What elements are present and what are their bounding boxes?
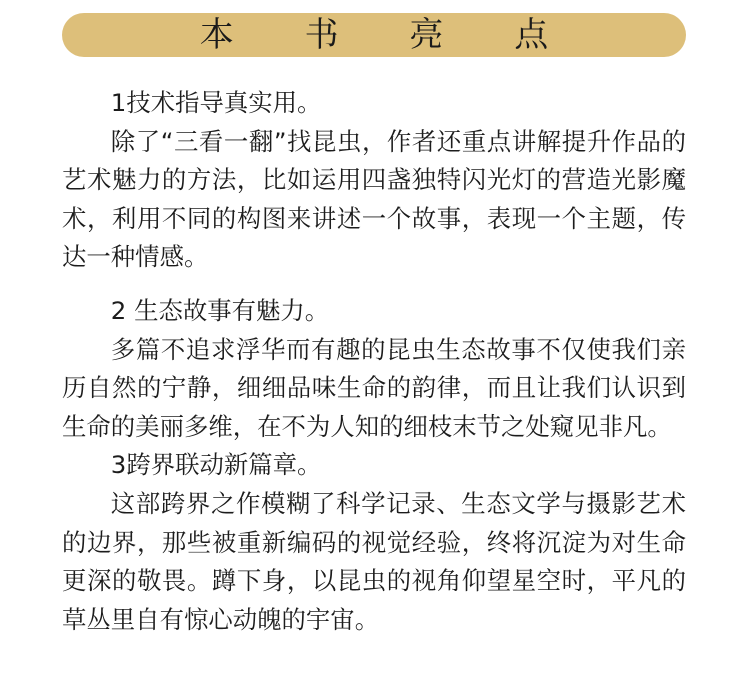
highlights-content (62, 84, 686, 639)
section-2-heading: 2 生态故事有魅力。 (110, 295, 330, 325)
page-title: 本 书 亮 点 (199, 15, 579, 55)
section-3-heading: 3跨界联动新篇章。 (110, 450, 322, 480)
title-banner (62, 13, 686, 57)
section-1-heading: 1技术指导真实用。 (110, 88, 322, 117)
section-2-body: 多篇不追求浮华而有趣的昆虫生态故事不仅使我们亲历自然的宁静，细细品味生命的韵律，而且让我们认识到生命的美丽多维，在不为人知的细枝末节之处窥见非凡。 (62, 334, 686, 441)
section-3-body: 这部跨界之作模糊了科学记录、生态文学与摄影艺术的边界，那些被重新编码的视觉经验，终将沉淀为对生命更深的敬畏。蹲下身，以昆虫的视角仰望星空时，平凡的草丛里自有惊心动魄的宇宙。 (62, 488, 686, 634)
section-1-body: 除了“三看一翻”找昆虫，作者还重点讲解提升作品的艺术魅力的方法，比如运用四盏独特闪光灯的营造光影魔术，利用不同的构图来讲述一个故事，表现一个主题，传达一种情感。 (62, 126, 686, 272)
